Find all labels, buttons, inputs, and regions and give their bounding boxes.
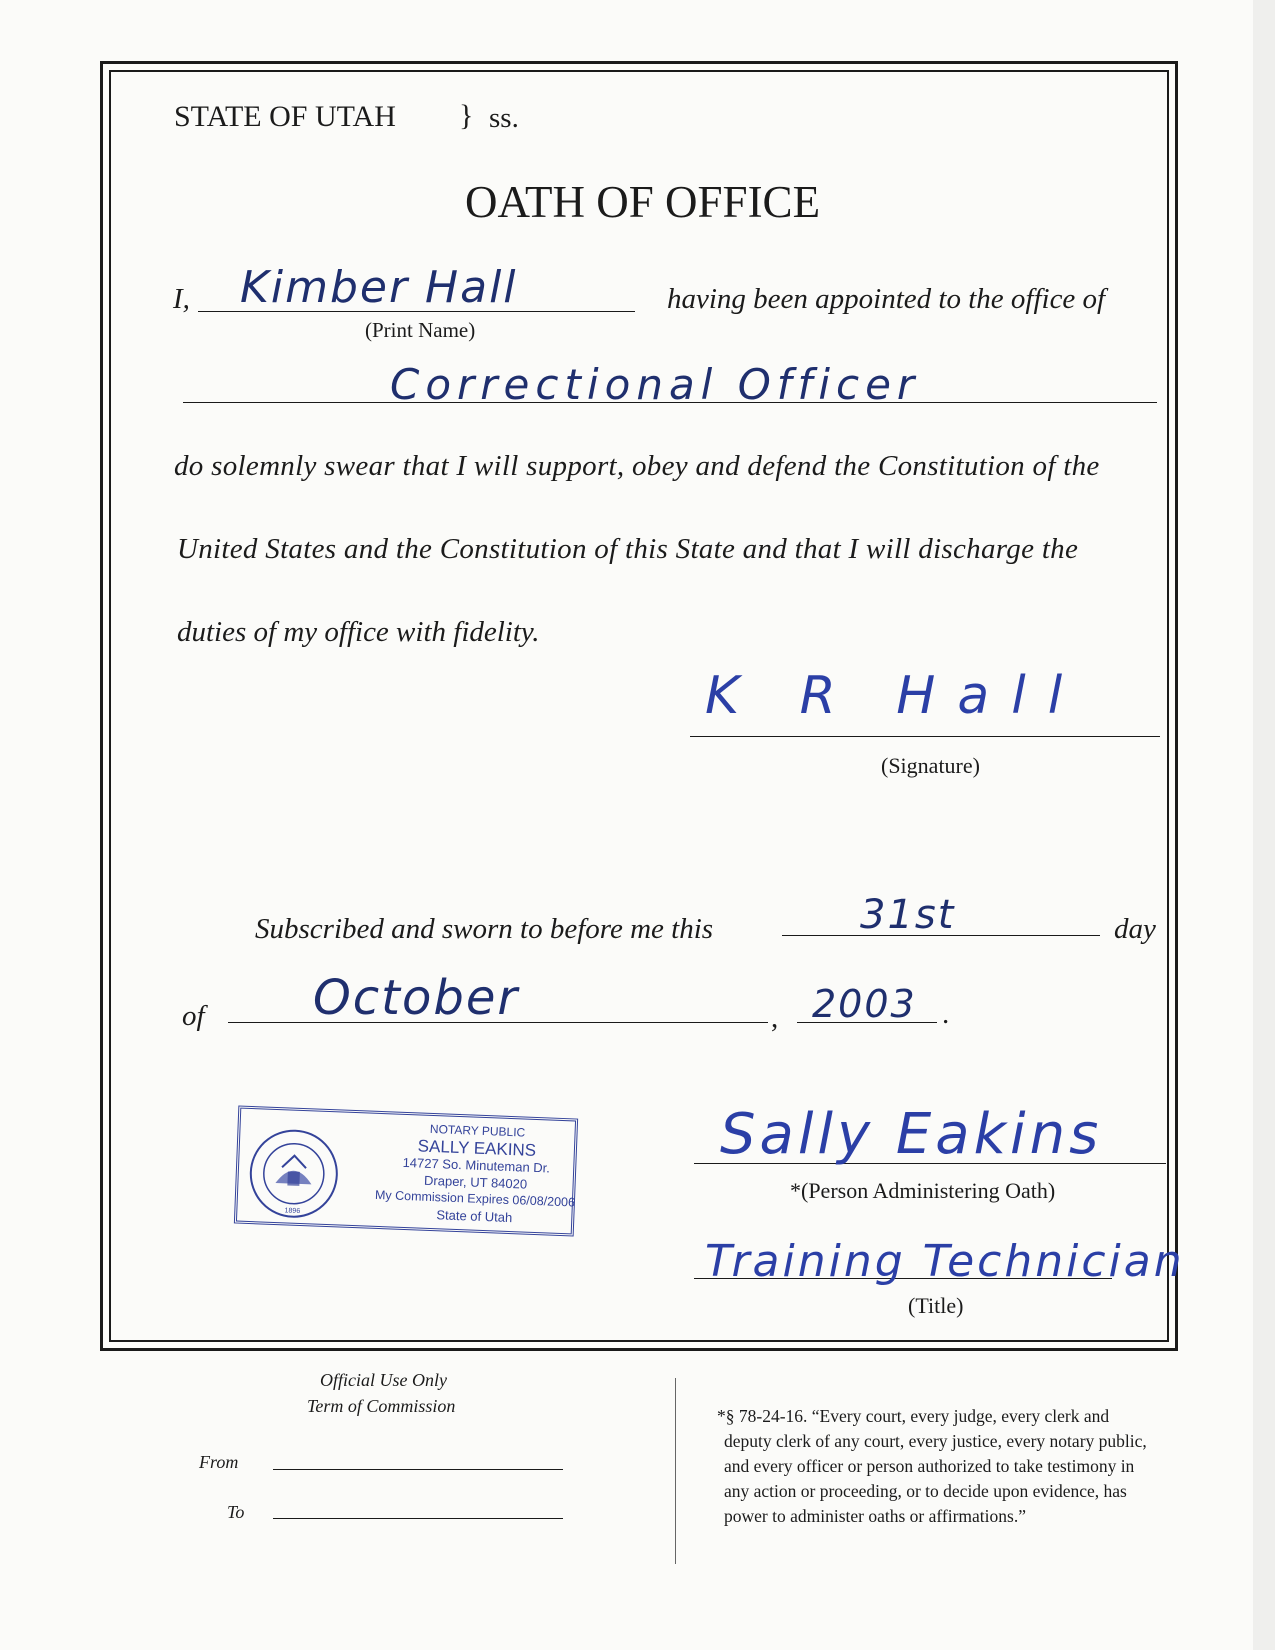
- stamp-line-3: 14727 So. Minuteman Dr.: [402, 1154, 551, 1176]
- paper-edge-shade: [1253, 0, 1275, 1650]
- stamp-text: [374, 1119, 576, 1228]
- stamp-line-1: NOTARY PUBLIC: [429, 1121, 526, 1140]
- handwritten-name: Kimber Hall: [240, 262, 518, 313]
- print-name-label: (Print Name): [365, 318, 476, 342]
- page-title: OATH OF OFFICE: [465, 177, 821, 227]
- oath-text-line-1: do solemnly swear that I will support, obey and defend the Constitution of the: [174, 450, 1100, 482]
- stamp-line-2: SALLY EAKINS: [417, 1136, 537, 1160]
- signature-label: (Signature): [881, 753, 980, 778]
- statute-line-1: *§ 78-24-16. “Every court, every judge, every clerk and: [717, 1406, 1110, 1426]
- ss-label: ss.: [489, 102, 519, 134]
- i-label: I,: [173, 283, 190, 315]
- handwritten-administrator-signature: Sally Eakins: [720, 1102, 1103, 1167]
- appointed-text: having been appointed to the office of: [667, 283, 1106, 315]
- state-seal-icon: [246, 1126, 341, 1221]
- from-label: From: [199, 1452, 239, 1472]
- to-line: [273, 1518, 563, 1519]
- to-label: To: [227, 1502, 245, 1522]
- oath-text-line-2: United States and the Constitution of this State and that I will discharge the: [177, 533, 1079, 565]
- administering-label: *(Person Administering Oath): [790, 1178, 1056, 1203]
- handwritten-day: 31st: [860, 892, 956, 938]
- handwritten-signature: K R Hall: [705, 666, 1085, 726]
- svg-text:1896: 1896: [284, 1207, 301, 1215]
- notary-stamp: [234, 1106, 578, 1237]
- state-label: STATE OF UTAH: [174, 100, 396, 133]
- subscribed-text: Subscribed and sworn to before me this: [255, 913, 714, 945]
- statute-line-2: deputy clerk of any court, every justice, every notary public,: [724, 1431, 1147, 1451]
- brace-glyph: }: [459, 99, 474, 132]
- from-line: [273, 1469, 563, 1470]
- stamp-line-5: My Commission Expires 06/08/2006: [374, 1187, 576, 1210]
- oath-text-line-3: duties of my office with fidelity.: [177, 616, 540, 648]
- statute-line-4: any action or proceeding, or to decide upon evidence, has: [724, 1481, 1127, 1501]
- title-label: (Title): [908, 1293, 964, 1318]
- official-use-label: Official Use Only: [320, 1370, 447, 1390]
- stamp-line-6: State of Utah: [436, 1207, 513, 1226]
- signature-line: [690, 736, 1160, 737]
- statute-line-5: power to administer oaths or affirmations.”: [724, 1506, 1026, 1526]
- handwritten-office: Correctional Officer: [390, 360, 921, 409]
- stamp-line-4: Draper, UT 84020: [423, 1172, 528, 1192]
- of-label: of: [182, 1000, 205, 1032]
- statute-line-3: and every officer or person authorized to take testimony in: [724, 1456, 1135, 1476]
- footer-divider: [675, 1378, 676, 1564]
- term-of-commission-label: Term of Commission: [307, 1396, 456, 1416]
- day-label: day: [1114, 913, 1156, 945]
- comma-glyph: ,: [771, 1002, 779, 1034]
- handwritten-month: October: [313, 970, 520, 1026]
- handwritten-year: 2003: [812, 982, 917, 1026]
- period-glyph: .: [942, 998, 950, 1030]
- handwritten-title: Training Technician: [705, 1236, 1185, 1287]
